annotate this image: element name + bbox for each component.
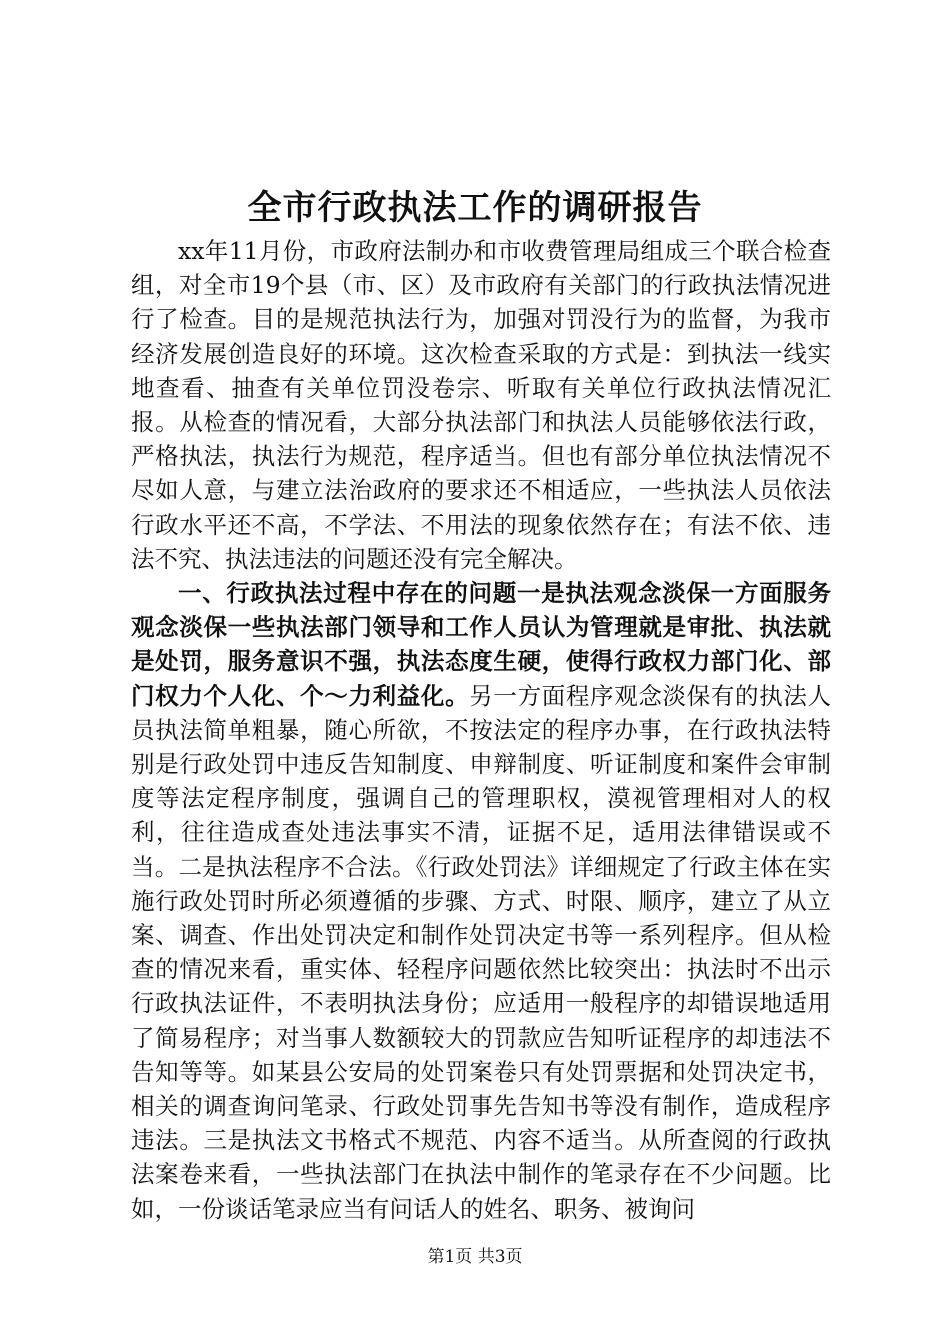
paragraph-intro	[131, 234, 831, 576]
document-body	[131, 234, 831, 1226]
paragraph-problems	[131, 576, 831, 1226]
document-title: 全市行政执法工作的调研报告	[247, 188, 703, 228]
section-heading-problems: 一、行政执法过程中存在的问题一是执法观念淡保一方面服务观念淡保一些执法部门领导和工作人员认为管理就是审批、执法就是处罚，服务意识不强，执法态度生硬，使得行政权力部门化、部门权力个人化、个～力利益化。	[131, 579, 831, 710]
paragraph-problems-text: 另一方面程序观念淡保有的执法人员执法简单粗暴，随心所欲，不按法定的程序办事，在行政执法特别是行政处罚中违反告知制度、申辩制度、听证制度和案件会审制度等法定程序制度，强调自己的管理职权，漠视管理相对人的权利，往往造成查处违法事实不清，证据不足，适用法律错误或不当。二是执法程序不合法。《行政处罚法》详细规定了行政主体在实施行政处罚时所必须遵循的步骤、方式、时限、顺序，建立了从立案、调查、作出处罚决定和制作处罚决定书等一系列程序。但从检查的情况来看，重实体、轻程序问题依然比较突出：执法时不出示行政执法证件，不表明执法身份；应适用一般程序的却错误地适用了简易程序；对当事人数额较大的罚款应告知听证程序的却违法不告知等等。如某县公安局的处罚案卷只有处罚票据和处罚决定书，相关的调查询问笔录、行政处罚事先告知书等没有制作，造成程序违法。三是执法文书格式不规范、内容不适当。从所查阅的行政执法案卷来看，一些执法部门在执法中制作的笔录存在不少问题。比如，一份谈话笔录应当有问话人的姓名、职务、被询问	[131, 681, 831, 1223]
paragraph-intro-text: xx年11月份，市政府法制办和市收费管理局组成三个联合检查组，对全市19个县（市、区）及市政府有关部门的行政执法情况进行了检查。目的是规范执法行为，加强对罚没行为的监督，为我市经济发展创造良好的环境。这次检查采取的方式是：到执法一线实地查看、抽查有关单位罚没卷宗、听取有关单位行政执法情况汇报。从检查的情况看，大部分执法部门和执法人员能够依法行政，严格执法，执法行为规范，程序适当。但也有部分单位执法情况不尽如人意，与建立法治政府的要求还不相适应，一些执法人员依法行政水平还不高，不学法、不用法的现象依然存在；有法不依、违法不究、执法违法的问题还没有完全解决。	[131, 237, 831, 573]
page-number-footer: 第1页 共3页	[427, 1247, 523, 1267]
